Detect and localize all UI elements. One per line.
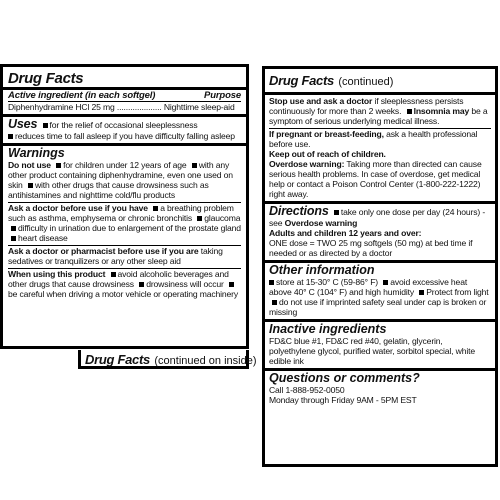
- pregnant-text: ask a health professional before use.: [269, 129, 478, 149]
- other-item: do not use if imprinted safety seal under cap is broken or missing: [269, 297, 487, 317]
- bullet-icon: [407, 109, 412, 114]
- purpose-label: Purpose: [204, 90, 241, 101]
- stop-use-text: if sleeplessness persists continuously for more than 2 weeks.: [269, 96, 464, 116]
- pregnant-section: [269, 129, 491, 199]
- insomnia-text: be a symptom of serious underlying medical illness.: [269, 106, 488, 126]
- bullet-icon: [334, 210, 339, 215]
- warning-item: taking sedatives or tranquilizers or any other sleep aid: [8, 246, 223, 266]
- warning-item: for children under 12 years of age: [63, 160, 187, 170]
- do-not-use: [8, 160, 241, 200]
- other-info: [269, 277, 491, 317]
- bullet-icon: [28, 183, 33, 188]
- bullet-icon: [8, 134, 13, 139]
- warning-item: with any other product containing diphenhydramine, even one used on skin: [8, 160, 233, 190]
- overdose-label: Overdose warning:: [269, 159, 345, 169]
- warning-item: difficulty in urination due to enlargement of the prostate gland: [18, 223, 241, 233]
- drug-facts-right-panel: [262, 66, 498, 467]
- other-info-title: Other information: [269, 263, 375, 277]
- overdose-text: Taking more than directed can cause serious health problems. In case of overdose, get medical help or contact a Poison Control Center (1-800-222-1222) right away.: [269, 159, 482, 199]
- other-item: store at 15-30° C (59-86° F): [276, 277, 379, 287]
- ingredient-dots: ....................: [116, 102, 162, 112]
- continued-suffix: (continued on inside): [154, 355, 257, 367]
- directions-title: Directions: [269, 204, 329, 218]
- warning-item: with other drugs that cause drowsiness such as antihistamines and nighttime cold/flu products: [8, 180, 209, 200]
- uses-item: for the relief of occasional sleeplessness: [49, 120, 198, 130]
- warning-item: glaucoma: [204, 213, 241, 223]
- adults-label: Adults and children 12 years and over:: [269, 228, 422, 238]
- warnings-title: Warnings: [8, 146, 65, 160]
- stop-use-label: Stop use and ask a doctor: [269, 96, 373, 106]
- right-title: Drug Facts: [269, 73, 334, 88]
- right-title-suffix: (continued): [338, 76, 394, 88]
- bullet-icon: [56, 163, 61, 168]
- ask-pharmacist: [8, 246, 241, 266]
- drug-facts-left-panel: [0, 64, 249, 349]
- directions-section: [269, 205, 491, 258]
- bullet-icon: [11, 236, 16, 241]
- other-item: avoid excessive heat above 40° C (104° F) and high humidity: [269, 277, 468, 297]
- bullet-icon: [139, 282, 144, 287]
- uses-item: reduces time to fall asleep if you have difficulty falling asleep: [15, 131, 235, 141]
- bullet-icon: [192, 163, 197, 168]
- warning-item: a breathing problem such as asthma, emphysema or chronic bronchitis: [8, 203, 234, 223]
- bullet-icon: [43, 123, 48, 128]
- ask-doctor: [8, 203, 241, 243]
- other-item: Protect from light: [426, 287, 489, 297]
- continued-title: Drug Facts: [85, 352, 150, 367]
- warning-item: avoid alcoholic beverages and other drugs that cause drowsiness: [8, 269, 229, 289]
- do-not-use-label: Do not use: [8, 160, 51, 170]
- ask-pharmacist-label: Ask a doctor or pharmacist before use if you are: [8, 246, 199, 256]
- bullet-icon: [229, 282, 234, 287]
- hours: Monday through Friday 9AM - 5PM EST: [269, 395, 417, 405]
- inactive-text: FD&C blue #1, FD&C red #40, gelatin, glycerin, polyethylene glycol, purified water, sorbitol special, white edible ink: [269, 336, 475, 366]
- bullet-icon: [383, 280, 388, 285]
- bullet-icon: [419, 290, 424, 295]
- bullet-icon: [111, 272, 116, 277]
- ingredient-line: [8, 102, 241, 112]
- directions-overdose-ref: Overdose warning: [284, 218, 358, 228]
- ask-doctor-label: Ask a doctor before use if you have: [8, 203, 148, 213]
- questions-title: Questions or comments?: [269, 371, 420, 385]
- bullet-icon: [153, 206, 158, 211]
- adults-text: ONE dose = TWO 25 mg softgels (50 mg) at bed time if needed or as directed by a doctor: [269, 238, 473, 258]
- active-ingredient-label: Active ingredient (in each softgel): [8, 90, 156, 101]
- bullet-icon: [11, 226, 16, 231]
- phone: Call 1-888-952-0050: [269, 385, 345, 395]
- bullet-icon: [197, 216, 202, 221]
- warning-item: heart disease: [18, 233, 68, 243]
- ingredient-purpose: Nighttime sleep-aid: [163, 102, 235, 112]
- continued-on-inside-box: [78, 350, 257, 369]
- warning-item: drowsiness will occur: [146, 279, 224, 289]
- drug-facts-title: Drug Facts: [8, 70, 84, 87]
- pregnant-label: If pregnant or breast-feeding,: [269, 129, 384, 139]
- ingredient-name: Diphenhydramine HCl 25 mg: [8, 102, 115, 112]
- bullet-icon: [269, 280, 274, 285]
- uses-section: [8, 118, 241, 141]
- uses-title: Uses: [8, 117, 38, 131]
- keep-out-label: Keep out of reach of children.: [269, 149, 386, 159]
- when-using-label: When using this product: [8, 269, 106, 279]
- directions-item: take only one dose per day (24 hours) - see: [269, 207, 486, 228]
- inactive-title: Inactive ingredients: [269, 322, 387, 336]
- insomnia-label: Insomnia may: [413, 106, 470, 116]
- stop-use: [269, 96, 491, 126]
- bullet-icon: [272, 300, 277, 305]
- warning-item: be careful when driving a motor vehicle or operating machinery: [8, 289, 239, 299]
- when-using: [8, 269, 241, 299]
